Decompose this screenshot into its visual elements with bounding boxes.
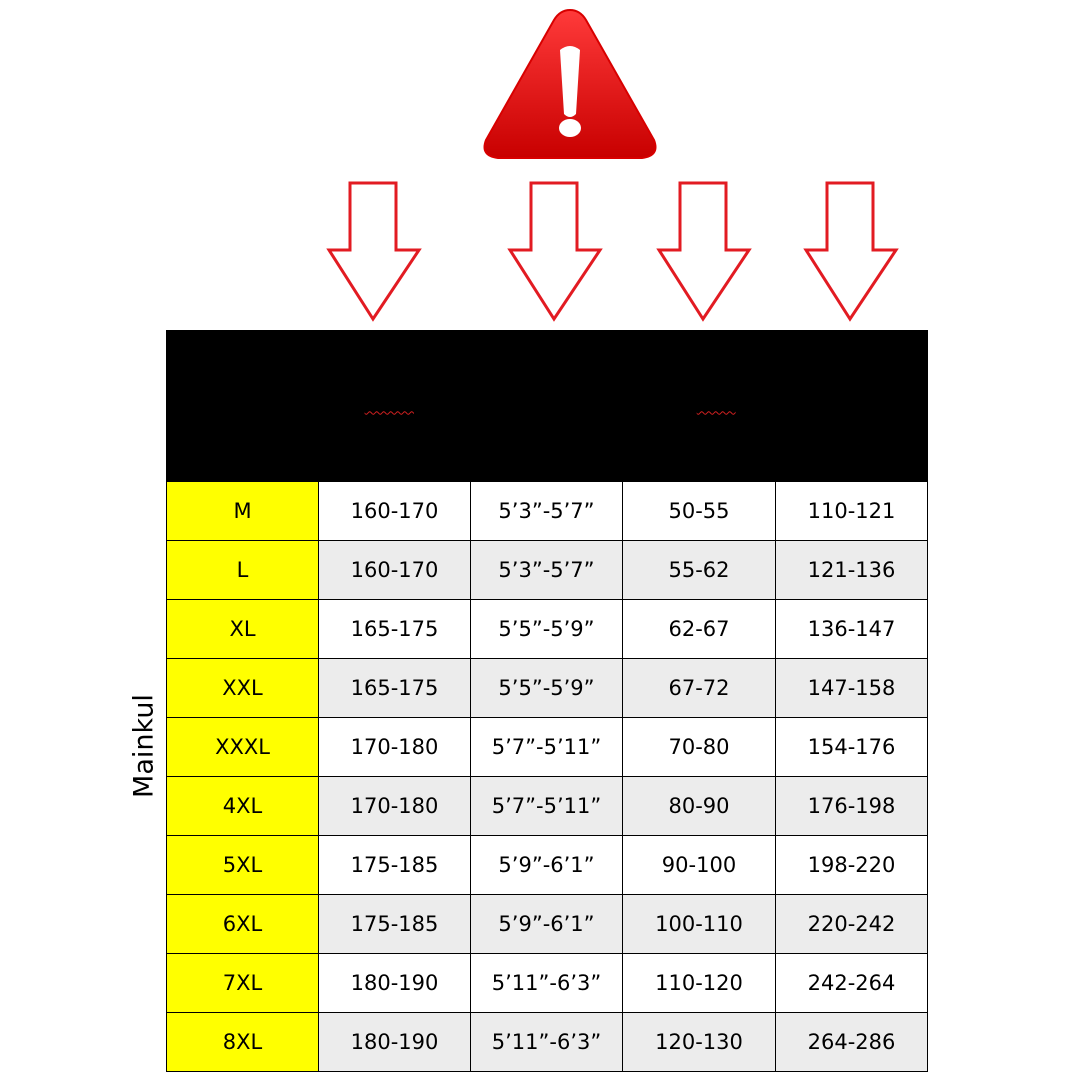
size-cell: XXL: [167, 659, 319, 718]
height-subtitle-rest: /Hauteur/Altura: [413, 386, 577, 411]
kg-cell: 62-67: [623, 600, 776, 659]
size-cell: 7XL: [167, 954, 319, 1013]
table-row: [167, 600, 928, 659]
cm-cell: 170-180: [319, 718, 471, 777]
lbs-cell: 220-242: [776, 895, 928, 954]
cm-cell: 160-170: [319, 482, 471, 541]
header-row: [167, 331, 928, 423]
unit-kg-header: Kg: [623, 423, 776, 482]
height-header: [319, 331, 623, 423]
size-chart-table: [166, 330, 928, 1072]
down-arrow-icon: [326, 180, 422, 322]
lbs-cell: 121-136: [776, 541, 928, 600]
size-cell: XL: [167, 600, 319, 659]
ft-cell: 5’3”-5’7”: [471, 482, 623, 541]
cm-cell: 170-180: [319, 777, 471, 836]
ft-cell: 5’9”-6’1”: [471, 836, 623, 895]
table-row: [167, 777, 928, 836]
down-arrow-icon: [656, 180, 752, 322]
table-row: [167, 482, 928, 541]
lbs-cell: 242-264: [776, 954, 928, 1013]
height-title: Height: [435, 341, 506, 366]
kg-cell: 100-110: [623, 895, 776, 954]
size-cell: M: [167, 482, 319, 541]
table-row: [167, 718, 928, 777]
down-arrow-icon: [507, 180, 603, 322]
ft-cell: 5’5”-5’9”: [471, 600, 623, 659]
cm-cell: 175-185: [319, 836, 471, 895]
ft-cell: 5’7”-5’11”: [471, 718, 623, 777]
table-row: [167, 836, 928, 895]
weight-subtitle-ru: Вес: [696, 386, 736, 411]
lbs-cell: 147-158: [776, 659, 928, 718]
unit-lbs-header: Lbs: [776, 423, 928, 482]
size-cell: 6XL: [167, 895, 319, 954]
lbs-cell: 264-286: [776, 1013, 928, 1072]
unit-ft-header: Ft: [471, 423, 623, 482]
size-cell: 8XL: [167, 1013, 319, 1072]
kg-cell: 110-120: [623, 954, 776, 1013]
table-row: [167, 659, 928, 718]
kg-cell: 55-62: [623, 541, 776, 600]
kg-cell: 80-90: [623, 777, 776, 836]
kg-cell: 50-55: [623, 482, 776, 541]
kg-cell: 70-80: [623, 718, 776, 777]
table-row: [167, 1013, 928, 1072]
cm-cell: 165-175: [319, 659, 471, 718]
cm-cell: 175-185: [319, 895, 471, 954]
lbs-cell: 154-176: [776, 718, 928, 777]
size-cell: L: [167, 541, 319, 600]
lbs-cell: 198-220: [776, 836, 928, 895]
size-cell: XXXL: [167, 718, 319, 777]
down-arrow-icon: [803, 180, 899, 322]
cm-cell: 165-175: [319, 600, 471, 659]
cm-cell: 160-170: [319, 541, 471, 600]
lbs-cell: 176-198: [776, 777, 928, 836]
table-row: [167, 541, 928, 600]
weight-title: Weight: [738, 341, 812, 366]
unit-cm-header: Cm: [319, 423, 471, 482]
kg-cell: 90-100: [623, 836, 776, 895]
kg-cell: 67-72: [623, 659, 776, 718]
lbs-cell: 136-147: [776, 600, 928, 659]
ft-cell: 5’9”-6’1”: [471, 895, 623, 954]
height-subtitle: [319, 377, 622, 422]
warning-triangle-icon: [480, 2, 660, 164]
weight-subtitle: [623, 377, 927, 422]
chinese-size-header: Chinese size: [167, 331, 319, 482]
size-cell: 5XL: [167, 836, 319, 895]
ft-cell: 5’11”-6’3”: [471, 954, 623, 1013]
cm-cell: 180-190: [319, 954, 471, 1013]
height-subtitle-ru: Рост: [364, 386, 414, 411]
table-row: [167, 954, 928, 1013]
ft-cell: 5’11”-6’3”: [471, 1013, 623, 1072]
cm-cell: 180-190: [319, 1013, 471, 1072]
size-cell: 4XL: [167, 777, 319, 836]
lbs-cell: 110-121: [776, 482, 928, 541]
ft-cell: 5’7”-5’11”: [471, 777, 623, 836]
ft-cell: 5’3”-5’7”: [471, 541, 623, 600]
table-row: [167, 895, 928, 954]
brand-label: Mainkul: [128, 694, 160, 798]
ft-cell: 5’5”-5’9”: [471, 659, 623, 718]
weight-header: [623, 331, 928, 423]
kg-cell: 120-130: [623, 1013, 776, 1072]
weight-subtitle-rest: /Poids/Peso: [735, 386, 854, 411]
